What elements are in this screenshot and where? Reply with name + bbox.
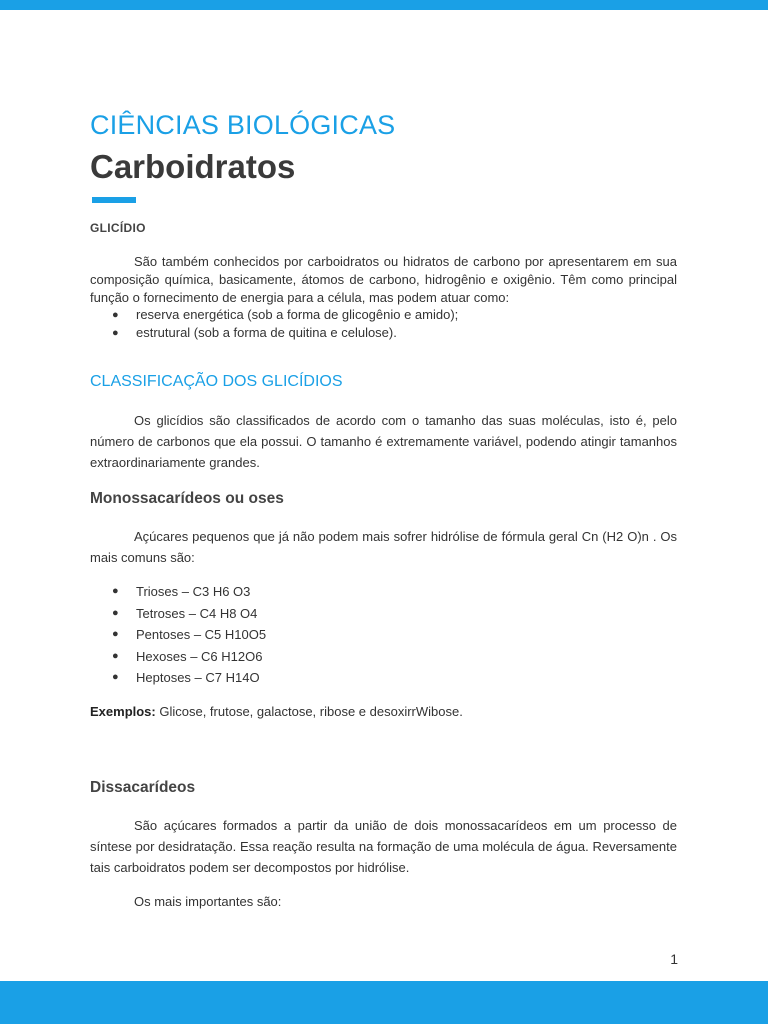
monossacarideos-bullet-list: [90, 581, 677, 689]
bullet-icon: ●: [112, 606, 119, 619]
list-item: ● estrutural (sob a forma de quitina e celulose).: [112, 325, 397, 340]
bottom-accent-bar: [0, 981, 768, 1024]
list-item: ● Pentoses – C5 H10O5: [90, 624, 677, 646]
glicidio-paragraph: São também conhecidos por carboidratos ou hidratos de carbono por apresentarem em sua composição química, basicamente, átomos de carbono, hidrogênio e oxigênio. Têm como principal função o fornecimento de energia para a célula, mas podem atuar como:: [90, 254, 677, 305]
list-item: ● Heptoses – C7 H14O: [90, 667, 677, 689]
top-accent-bar: [0, 0, 768, 10]
bullet-icon: ●: [112, 327, 119, 339]
dissacarideos-heading: Dissacarídeos: [90, 779, 196, 796]
classificacao-paragraph: Os glicídios são classificados de acordo com o tamanho das suas moléculas, isto é, pelo número de carbonos que ela possui. O tamanho é extremamente variável, podendo atingir tamanhos extraordinariamente grandes.: [90, 413, 677, 470]
list-item: ● Trioses – C3 H6 O3: [90, 581, 677, 603]
glicidio-bullet-list: [90, 306, 677, 342]
list-item: ● Hexoses – C6 H12O6: [90, 646, 677, 668]
classificacao-heading: CLASSIFICAÇÃO DOS GLICÍDIOS: [90, 373, 343, 390]
monossacarideos-paragraph: Açúcares pequenos que já não podem mais sofrer hidrólise de fórmula geral Cn (H2 O)n . Os mais comuns são:: [90, 529, 677, 565]
glicidio-label: GLICÍDIO: [90, 221, 146, 235]
subject-title: CIÊNCIAS BIOLÓGICAS: [90, 110, 396, 140]
bullet-icon: ●: [112, 628, 119, 640]
list-item: ● reserva energética (sob a forma de glicogênio e amido);: [112, 307, 459, 322]
monossacarideos-heading: Monossacarídeos ou oses: [90, 490, 284, 507]
bullet-icon: ●: [112, 585, 119, 597]
examples-label: Exemplos:: [90, 704, 156, 719]
list-item: ● Tetroses – C4 H8 O4: [90, 603, 677, 625]
page-title: Carboidratos: [90, 148, 296, 185]
bullet-icon: ●: [112, 671, 119, 683]
page-number: 1: [670, 951, 678, 967]
dissacarideos-paragraph: São açúcares formados a partir da união de dois monossacarídeos em um processo de síntese por desidratação. Essa reação resulta na formação de uma molécula de água. Reversamente tais carboidratos podem ser decompostos por hidrólise.: [90, 818, 677, 875]
bullet-icon: ●: [112, 309, 119, 321]
examples-text: Glicose, frutose, galactose, ribose e desoxirrWibose.: [155, 704, 463, 719]
bullet-icon: ●: [112, 649, 119, 662]
dissacarideos-paragraph-2: Os mais importantes são:: [134, 894, 282, 909]
examples-line: [90, 704, 463, 719]
title-underline: [92, 197, 136, 203]
